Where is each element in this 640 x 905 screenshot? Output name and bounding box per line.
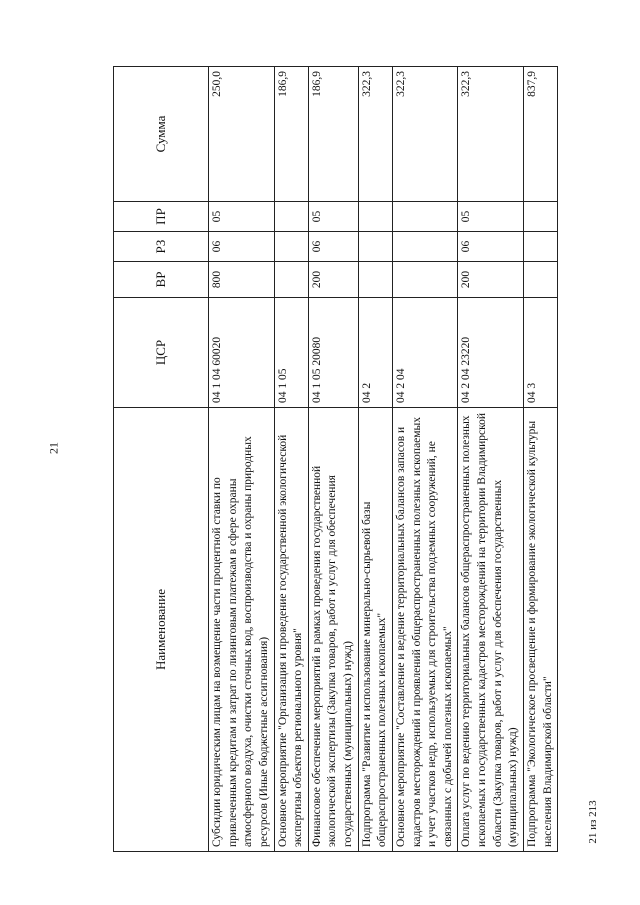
table-row <box>523 67 557 852</box>
header-pr: ПР <box>114 202 209 232</box>
header-sum: Сумма <box>114 67 209 202</box>
cell-sum: 837,9 <box>523 67 557 202</box>
cell-pr <box>523 202 557 232</box>
table-row <box>308 67 358 852</box>
cell-rz: 06 <box>209 232 275 262</box>
budget-table <box>113 66 558 852</box>
table-row <box>274 67 308 852</box>
cell-sum: 322,3 <box>358 67 392 202</box>
cell-vr <box>523 262 557 298</box>
cell-name: Субсидии юридическим лицам на возмещение части процентной ставки по привлеченным кредитам и затрат по лизинговым платежам в сфере охраны атмосферного воздуха, очистки сточных вод, воспроизводства и охраны природных ресурсов (Иные бюджетные ассигнования) <box>209 408 275 852</box>
cell-vr: 200 <box>458 262 524 298</box>
cell-rz <box>523 232 557 262</box>
cell-rz: 06 <box>308 232 358 262</box>
cell-rz <box>274 232 308 262</box>
cell-vr <box>358 262 392 298</box>
rotated-page-content <box>113 67 580 852</box>
cell-pr: 05 <box>308 202 358 232</box>
header-csr: ЦСР <box>114 298 209 408</box>
cell-vr <box>392 262 458 298</box>
page-footer: 21 из 213 <box>587 800 599 844</box>
cell-rz <box>392 232 458 262</box>
header-rz: РЗ <box>114 232 209 262</box>
cell-sum: 186,9 <box>274 67 308 202</box>
cell-rz <box>358 232 392 262</box>
table-row <box>392 67 458 852</box>
cell-name: Основное мероприятие "Составление и ведение территориальных балансов запасов и кадастров месторождений и проявлений общераспространенных полезных ископаемых и учет участков недр, используемых для строительства подземных сооружений, не связанных с добычей полезных ископаемых" <box>392 408 458 852</box>
cell-name: Подпрограмма "Развитие и использование минерально-сырьевой базы общераспространенных полезных ископаемых" <box>358 408 392 852</box>
cell-name: Оплата услуг по ведению территориальных балансов общераспространенных полезных ископаемых и государственных кадастров месторождений на территории Владимирской области (Закупка товаров, работ и услуг для обеспечения государственных (муниципальных) нужд) <box>458 408 524 852</box>
cell-name: Подпрограмма "Экологическое просвещение и формирование экологической культуры населения Владимирской области" <box>523 408 557 852</box>
header-name: Наименование <box>114 408 209 852</box>
cell-pr: 05 <box>458 202 524 232</box>
cell-csr: 04 3 <box>523 298 557 408</box>
cell-csr: 04 1 05 <box>274 298 308 408</box>
cell-sum: 250,0 <box>209 67 275 202</box>
cell-sum: 322,3 <box>392 67 458 202</box>
header-vr: ВР <box>114 262 209 298</box>
cell-pr <box>392 202 458 232</box>
table-row <box>458 67 524 852</box>
cell-pr <box>274 202 308 232</box>
cell-pr <box>358 202 392 232</box>
cell-csr: 04 2 04 <box>392 298 458 408</box>
cell-name: Основное мероприятие "Организация и проведение государственной экологической экспертизы объектов регионального уровня" <box>274 408 308 852</box>
cell-sum: 186,9 <box>308 67 358 202</box>
cell-sum: 322,3 <box>458 67 524 202</box>
cell-vr: 800 <box>209 262 275 298</box>
cell-csr: 04 1 05 20080 <box>308 298 358 408</box>
page-number: 21 <box>46 442 61 454</box>
cell-csr: 04 1 04 60020 <box>209 298 275 408</box>
table-row <box>358 67 392 852</box>
table-header-row <box>114 67 209 852</box>
cell-vr: 200 <box>308 262 358 298</box>
cell-rz: 06 <box>458 232 524 262</box>
cell-csr: 04 2 04 23220 <box>458 298 524 408</box>
cell-vr <box>274 262 308 298</box>
cell-name: Финансовое обеспечение мероприятий в рамках проведения государственной экологической экспертизы (Закупка товаров, работ и услуг для обеспечения государственных (муниципальных) нужд) <box>308 408 358 852</box>
cell-csr: 04 2 <box>358 298 392 408</box>
cell-pr: 05 <box>209 202 275 232</box>
table-row <box>209 67 275 852</box>
